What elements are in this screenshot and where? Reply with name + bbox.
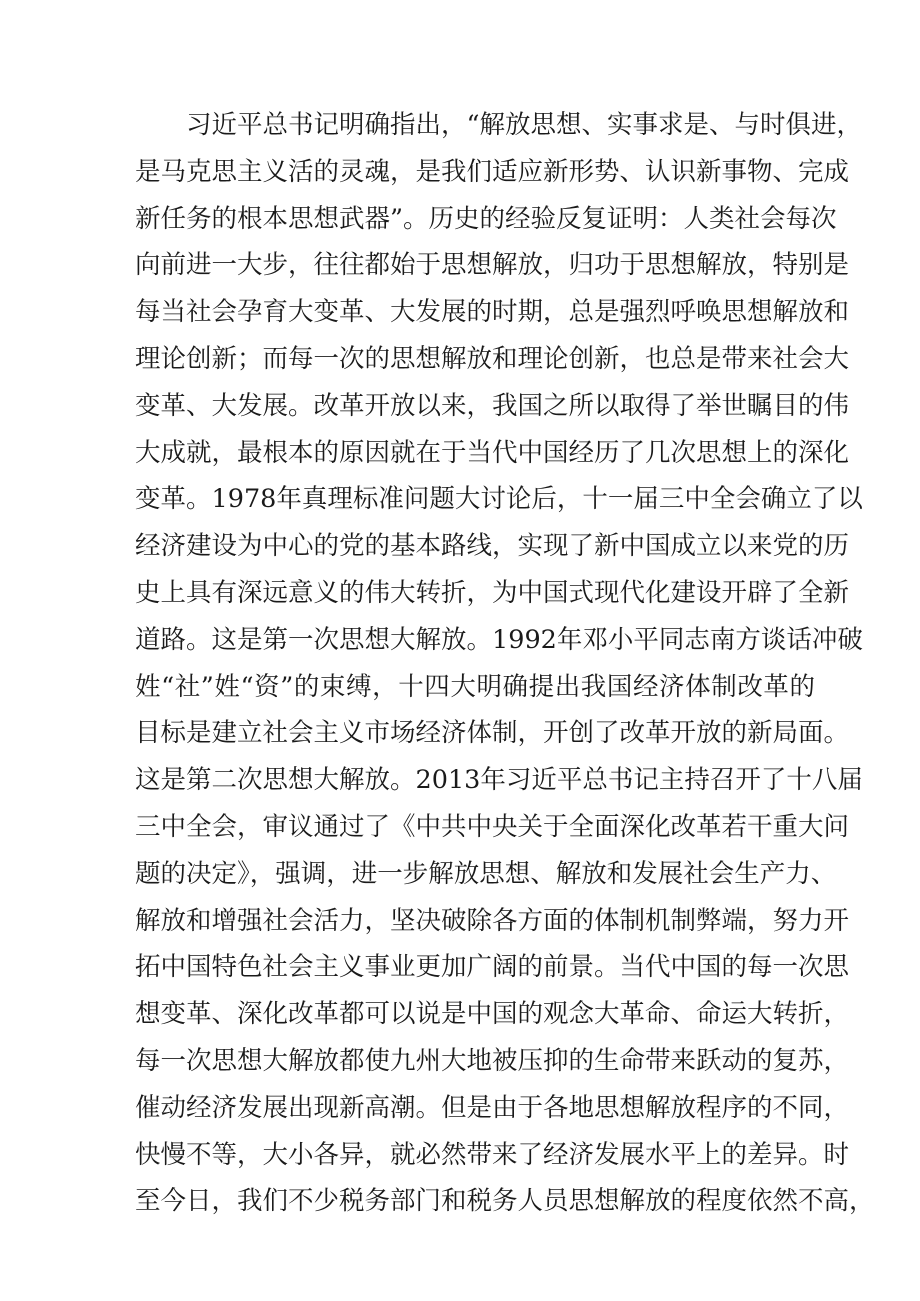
paragraph-line-15: 这是第二次思想大解放。2013年习近平总书记主持召开了十八届 <box>135 765 863 796</box>
paragraph-line-10: 经济建设为中心的党的基本路线，实现了新中国成立以来党的历 <box>135 531 850 562</box>
paragraph-line-14: 目标是建立社会主义市场经济体制，开创了改革开放的新局面。 <box>135 718 850 749</box>
paragraph-line-17: 题的决定》，强调，进一步解放思想、解放和发展社会生产力、 <box>135 858 837 889</box>
paragraph-line-20: 想变革、深化改革都可以说是中国的观念大革命、命运大转折， <box>135 999 850 1030</box>
paragraph-line-5: 每当社会孕育大变革、大发展的时期，总是强烈呼唤思想解放和 <box>135 297 850 328</box>
paragraph-line-8: 大成就，最根本的原因就在于当代中国经历了几次思想上的深化 <box>135 437 850 468</box>
paragraph-line-2: 是马克思主义活的灵魂，是我们适应新形势、认识新事物、完成 <box>135 156 850 187</box>
paragraph-line-23: 快慢不等，大小各异，就必然带来了经济发展水平上的差异。时 <box>135 1139 850 1170</box>
paragraph-line-22: 催动经济发展出现新高潮。但是由于各地思想解放程序的不同， <box>135 1092 850 1123</box>
paragraph-line-3: 新任务的根本思想武器”。历史的经验反复证明：人类社会每次 <box>135 203 837 234</box>
paragraph-line-6: 理论创新；而每一次的思想解放和理论创新，也总是带来社会大 <box>135 343 850 374</box>
paragraph-line-19: 拓中国特色社会主义事业更加广阔的前景。当代中国的每一次思 <box>135 952 850 983</box>
paragraph-line-11: 史上具有深远意义的伟大转折，为中国式现代化建设开辟了全新 <box>135 577 850 608</box>
paragraph-line-4: 向前进一大步，往往都始于思想解放，归功于思想解放，特别是 <box>135 250 850 281</box>
body-paragraph <box>135 102 875 1225</box>
paragraph-line-13: 姓“社”姓“资”的束缚，十四大明确提出我国经济体制改革的 <box>135 671 815 702</box>
paragraph-line-12: 道路。这是第一次思想大解放。1992年邓小平同志南方谈话冲破 <box>135 624 863 655</box>
paragraph-line-16: 三中全会，审议通过了《中共中央关于全面深化改革若干重大问 <box>135 811 850 842</box>
paragraph-line-24: 至今日，我们不少税务部门和税务人员思想解放的程度依然不高， <box>135 1186 875 1217</box>
paragraph-line-1: 习近平总书记明确指出，“解放思想、实事求是、与时俱进， <box>186 110 863 140</box>
paragraph-line-21: 每一次思想大解放都使九州大地被压抑的生命带来跃动的复苏， <box>135 1045 850 1076</box>
paragraph-line-9: 变革。1978年真理标准问题大讨论后，十一届三中全会确立了以 <box>135 484 863 515</box>
paragraph-line-7: 变革、大发展。改革开放以来，我国之所以取得了举世瞩目的伟 <box>135 390 850 421</box>
paragraph-line-18: 解放和增强社会活力，坚决破除各方面的体制机制弊端，努力开 <box>135 905 850 936</box>
